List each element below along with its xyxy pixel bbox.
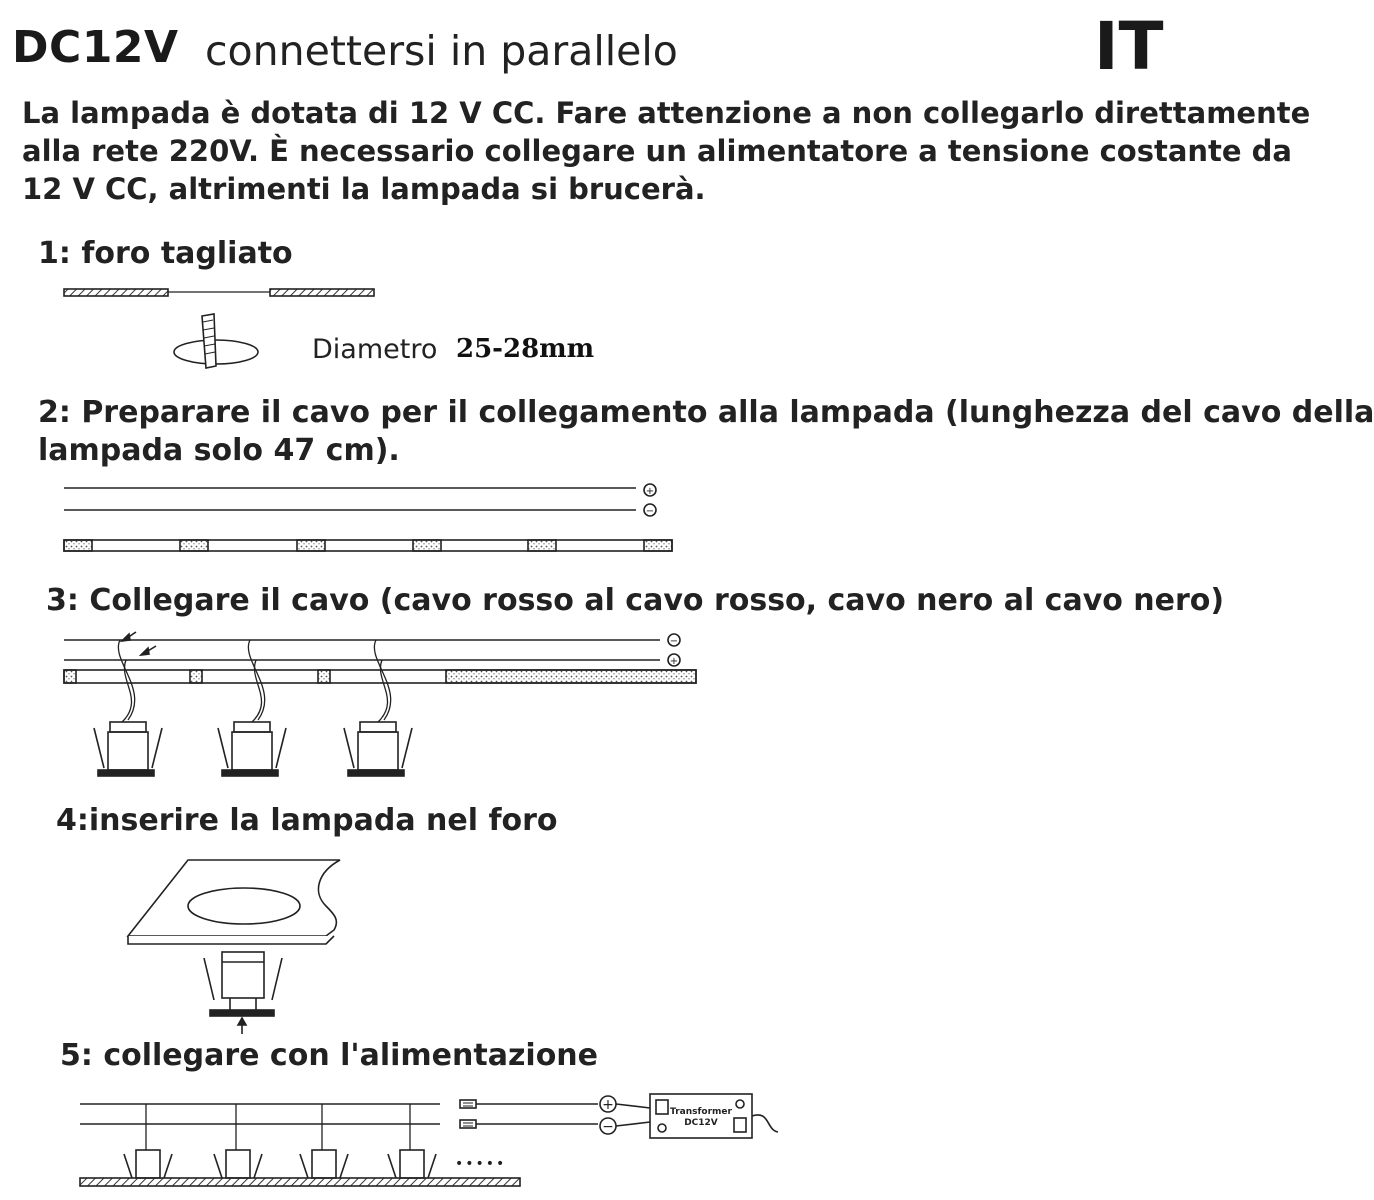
step-2-title-line-1: 2: Preparare il cavo per il collegamento alla lampada (lunghezza del cavo della xyxy=(38,395,1374,430)
transformer-label-line-2: DC12V xyxy=(684,1118,718,1128)
lamp-icon xyxy=(388,1150,436,1178)
lamp-icon xyxy=(124,1150,172,1178)
step-1-title: 1: foro tagliato xyxy=(38,236,293,271)
plus-sign: + xyxy=(669,656,679,667)
lamp-lead-wires xyxy=(118,640,390,722)
lamp-icon xyxy=(204,952,282,1016)
lamp-icon xyxy=(344,722,412,776)
minus-sign: − xyxy=(645,506,655,517)
lamp-icon xyxy=(300,1150,348,1178)
transformer-label xyxy=(670,1107,732,1128)
step-3-drawing xyxy=(64,632,696,776)
intro-line-3: 12 V CC, altrimenti la lampada si brucerà. xyxy=(22,172,706,206)
lamp-icon xyxy=(214,1150,262,1178)
mounting-surface xyxy=(80,1178,520,1186)
page-title: connettersi in parallelo xyxy=(205,27,678,75)
voltage-heading: DC12V xyxy=(12,22,179,73)
minus-sign: − xyxy=(669,636,679,647)
step-2-drawing xyxy=(64,484,672,551)
arrow-up-icon xyxy=(238,1018,246,1034)
panel-right xyxy=(270,289,374,296)
diameter-label: Diametro xyxy=(312,334,438,365)
lamp-drops xyxy=(146,1104,410,1150)
stripped-sections xyxy=(64,540,672,551)
mains-cable xyxy=(752,1115,778,1132)
step-3-title: 3: Collegare il cavo (cavo rosso al cavo rosso, cavo nero al cavo nero) xyxy=(46,583,1225,618)
hole-saw-icon xyxy=(174,314,258,368)
transformer-label-line-1: Transformer xyxy=(670,1107,732,1117)
step-4-drawing xyxy=(128,860,340,1034)
step-2-title-line-2: lampada solo 47 cm). xyxy=(38,433,400,468)
lamp-icon xyxy=(218,722,286,776)
diameter-value: 25-28mm xyxy=(456,334,595,364)
intro-line-1: La lampada è dotata di 12 V CC. Fare attenzione a non collegarlo direttamente xyxy=(22,96,1311,130)
connector-icon xyxy=(460,1100,476,1128)
continuation-dots: ••••• xyxy=(455,1156,507,1172)
arrow-icon xyxy=(122,632,156,655)
stripped-end xyxy=(446,670,696,683)
minus-sign: − xyxy=(602,1119,614,1135)
step-5-title: 5: collegare con l'alimentazione xyxy=(60,1038,599,1073)
plus-sign: + xyxy=(645,486,655,497)
lamp-icon xyxy=(94,722,162,776)
language-code: IT xyxy=(1094,8,1164,85)
cable-strip xyxy=(64,540,672,551)
step-1-drawing xyxy=(64,289,374,368)
step-4-title: 4:inserire la lampada nel foro xyxy=(56,803,558,838)
countertop-panel-icon xyxy=(128,860,340,936)
junction-marks xyxy=(64,670,330,683)
intro-line-2: alla rete 220V. È necessario collegare un alimentatore a tensione costante da xyxy=(22,134,1292,168)
power-terminal-labels xyxy=(602,1097,614,1135)
plus-sign: + xyxy=(602,1097,614,1113)
panel-left xyxy=(64,289,168,296)
